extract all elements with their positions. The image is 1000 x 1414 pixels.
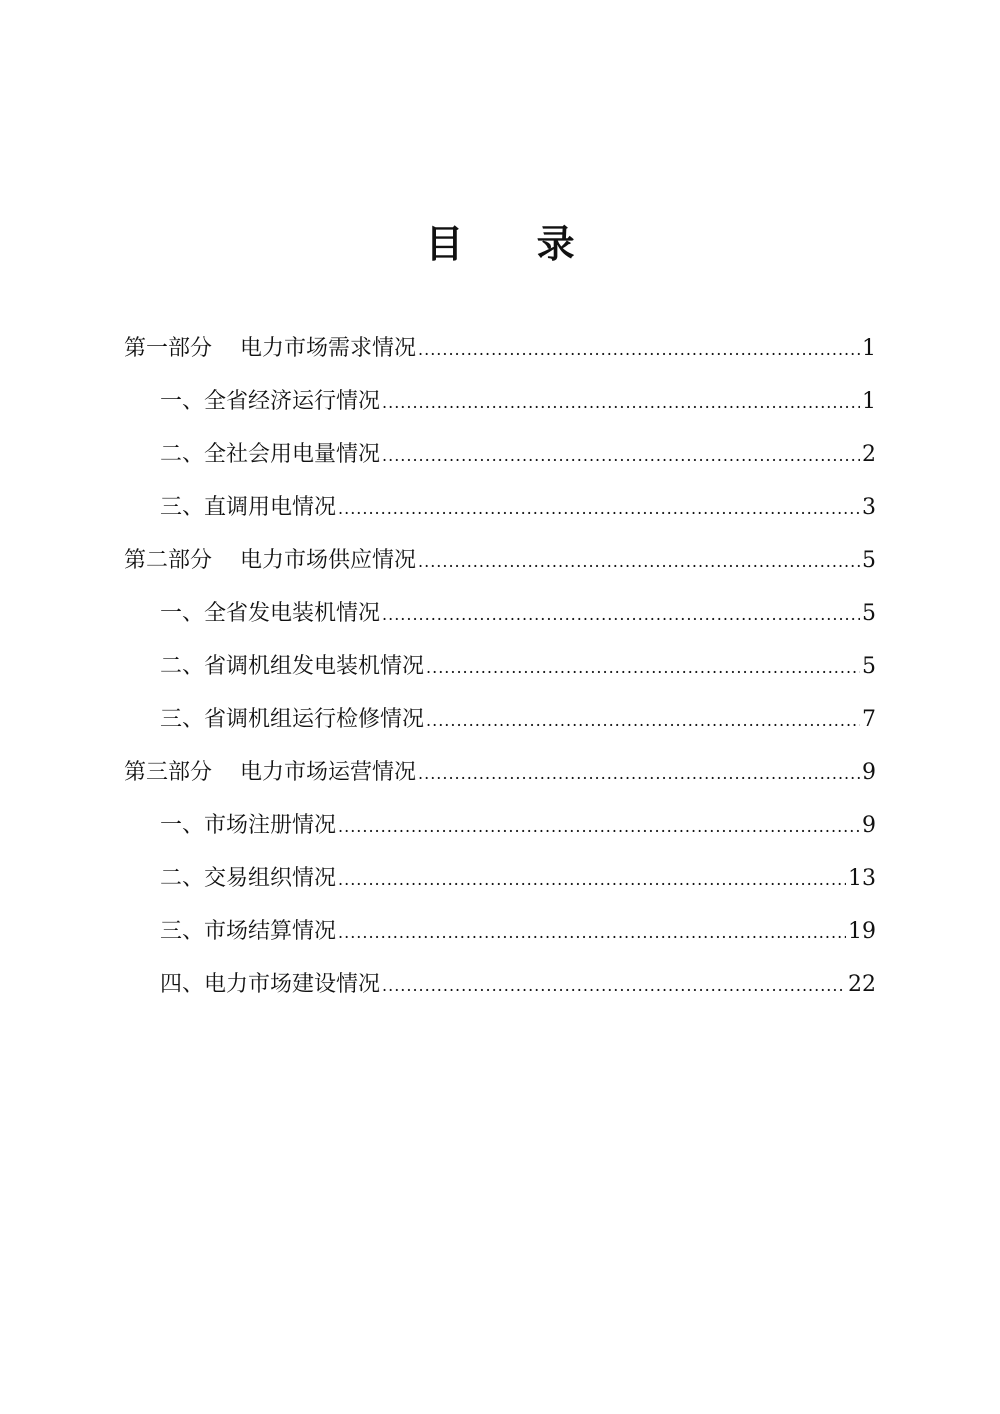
- toc-entry-section[interactable]: [124, 852, 876, 905]
- toc-page-number: 1: [862, 389, 876, 414]
- toc-leader-dots: [418, 535, 860, 588]
- page-title: 目 录: [425, 221, 605, 266]
- toc-entry-title: 一、全省经济运行情况: [160, 389, 381, 414]
- toc-page-number: 22: [848, 972, 876, 997]
- toc-entry-label: [124, 534, 416, 587]
- toc-entry-title: 电力市场运营情况: [240, 760, 417, 785]
- toc-leader-dots: [338, 482, 860, 535]
- toc-part-prefix: 第一部分: [124, 336, 213, 361]
- toc-page-number: 5: [862, 601, 876, 626]
- toc-entry-section[interactable]: [124, 481, 876, 534]
- toc-entry-section[interactable]: [124, 375, 876, 428]
- toc-entry-title: 一、全省发电装机情况: [160, 601, 381, 626]
- toc-part-prefix: 第二部分: [124, 548, 213, 573]
- table-of-contents: [124, 322, 876, 1011]
- toc-leader-dots: [338, 853, 846, 906]
- toc-entry-section[interactable]: [124, 799, 876, 852]
- toc-entry-section[interactable]: [124, 693, 876, 746]
- toc-page-number: 5: [862, 548, 876, 573]
- toc-page-number: 9: [862, 813, 876, 838]
- toc-page-number: 5: [862, 654, 876, 679]
- toc-page-number: 9: [862, 760, 876, 785]
- toc-entry-label: [124, 322, 416, 375]
- toc-entry-part-2[interactable]: [124, 534, 876, 587]
- toc-entry-title: 二、省调机组发电装机情况: [160, 654, 425, 679]
- toc-entry-title: 一、市场注册情况: [160, 813, 337, 838]
- toc-leader-dots: [418, 747, 860, 800]
- toc-entry-title: 电力市场供应情况: [240, 548, 417, 573]
- toc-entry-section[interactable]: [124, 905, 876, 958]
- toc-page-number: 13: [848, 866, 876, 891]
- toc-entry-part-1[interactable]: [124, 322, 876, 375]
- toc-page-number: 19: [848, 919, 876, 944]
- toc-page-number: 2: [862, 442, 876, 467]
- toc-entry-title: 三、直调用电情况: [160, 495, 337, 520]
- toc-leader-dots: [426, 641, 860, 694]
- toc-entry-section[interactable]: [124, 958, 876, 1011]
- toc-entry-title: 二、交易组织情况: [160, 866, 337, 891]
- toc-entry-title: 三、市场结算情况: [160, 919, 337, 944]
- toc-entry-title: 电力市场需求情况: [240, 336, 417, 361]
- toc-page-number: 3: [862, 495, 876, 520]
- toc-leader-dots: [382, 588, 860, 641]
- toc-entry-title: 四、电力市场建设情况: [160, 972, 381, 997]
- toc-leader-dots: [382, 959, 846, 1012]
- toc-leader-dots: [382, 429, 860, 482]
- toc-leader-dots: [426, 694, 860, 747]
- toc-page-number: 7: [862, 707, 876, 732]
- toc-entry-title: 二、全社会用电量情况: [160, 442, 381, 467]
- toc-leader-dots: [418, 323, 860, 376]
- toc-leader-dots: [338, 906, 846, 959]
- toc-leader-dots: [382, 376, 860, 429]
- toc-entry-title: 三、省调机组运行检修情况: [160, 707, 425, 732]
- toc-entry-section[interactable]: [124, 640, 876, 693]
- toc-entry-label: [124, 746, 416, 799]
- toc-part-prefix: 第三部分: [124, 760, 213, 785]
- toc-entry-part-3[interactable]: [124, 746, 876, 799]
- toc-leader-dots: [338, 800, 860, 853]
- toc-entry-section[interactable]: [124, 587, 876, 640]
- toc-entry-section[interactable]: [124, 428, 876, 481]
- toc-page-number: 1: [862, 336, 876, 361]
